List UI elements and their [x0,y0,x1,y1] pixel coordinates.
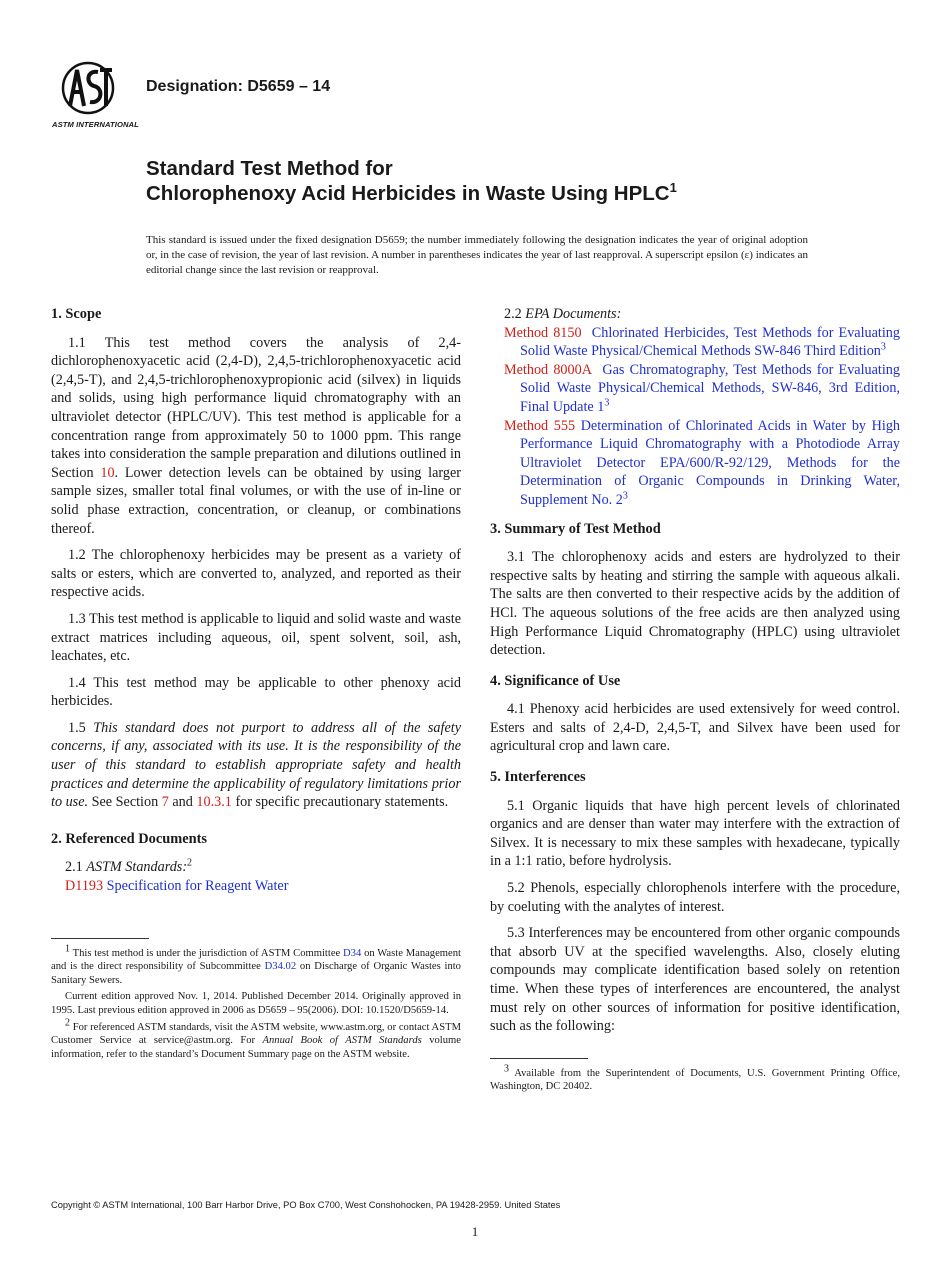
astm-standards-label [51,858,461,877]
ref-d1193 [51,877,461,896]
scope-1-3: 1.3 This test method is applicable to liquid and solid waste and waste extract matrices including aqueous, oil, spent solvent, soil, ash, leachates, etc. [51,610,461,665]
method-8150-code-link[interactable]: Method 8150 [504,324,582,341]
footnote-2 [51,1017,461,1062]
scope-1-4: 1.4 This test method may be applicable to other phenoxy acid herbicides. [51,674,461,710]
d34-link[interactable]: D34 [343,947,362,959]
summary-heading: 3. Summary of Test Method [490,520,661,537]
footnote-3-marker: 3 [504,1063,509,1075]
scope-1-5-text-c: for specific precautionary statements. [231,794,449,811]
epa-documents-label [490,305,900,324]
scope-1-2: 1.2 The chlorophenoxy herbicides may be present as a variety of salts or esters, which are converted to, analyzed, and reported as their respective acids. [51,547,461,601]
footnote-1-edition: Current edition approved Nov. 1, 2014. Published December 2014. Originally approved in 1995. Last previous edition approved in 2006 as D5659 – 95(2006). DOI: 10.1520/D5659-14. [51,991,461,1016]
designation-dash: – [298,78,308,95]
designation-year: 14 [312,78,331,95]
astm-logo [50,56,139,132]
section-10-3-1-link[interactable]: 10.3.1 [196,794,232,811]
method-8150-title-link[interactable]: Chlorinated Herbicides, Test Methods for Evaluating Solid Waste Physical/Chemical Methods SW-846 Third Edition [520,324,900,360]
interferences-5-3: 5.3 Interferences may be encountered from other organic compounds that absorb UV at the specified wavelengths. Also, closely eluting compounds may complicate identification based solely on retention time. When these types of interferences are encountered, the analyst must rely on other sources of information for positive identification, such as the following: [490,925,900,1035]
astm-footnote-marker: 2 [187,857,193,869]
method-8000a-footnote-marker: 3 [604,397,610,409]
astm-standards-number: 2.1 [65,859,87,876]
footnote-2-text-b: volume information, refer to the standard’s Document Summary page on the ASTM website. [51,1035,461,1060]
footnote-1-text-c: on Discharge of Organic Wastes into Sanitary Sewers. [51,961,461,986]
footnote-2-text-a: For referenced ASTM standards, visit the ASTM website, www.astm.org, or contact ASTM Customer Service at service@astm.org. For [51,1021,461,1047]
title-text: Chlorophenoxy Acid Herbicides in Waste Using HPLC [146,182,670,205]
footnote-rule-right [490,1058,588,1059]
ref-method-555 [504,417,900,510]
scope-1-1-text-b: . Lower detection levels can be obtained by using larger sample sizes, smaller total final volumes, or with the use of in-line or solid phase extraction, concentration, or cleanup, or combinations thereof. [51,464,461,537]
left-column [51,305,461,1064]
ref-method-8000a [504,361,900,417]
title-line-2 [146,181,677,206]
interferences-5-2: 5.2 Phenols, especially chlorophenols interfere with the procedure, by coeluting with the analytes of interest. [490,880,900,915]
footnote-rule-left [51,938,149,939]
footnote-3-text: Available from the Superintendent of Documents, U.S. Government Printing Office, Washington, DC 20402. [490,1067,900,1093]
right-column [490,305,900,1097]
footnote-1-text-b: on Waste Management and is the direct responsibility of Subcommittee [51,947,461,973]
designation [146,78,330,96]
epa-documents-number: 2.2 [504,306,526,322]
footnote-1-text-a: This test method is under the jurisdiction of ASTM Committee [70,947,344,959]
ref-method-8150 [504,324,900,361]
footnote-2-italic: Annual Book of ASTM Standards [262,1035,422,1047]
footnote-1-marker: 1 [65,943,70,955]
title-footnote-marker: 1 [669,180,677,196]
footnote-2-marker: 2 [65,1017,70,1029]
scope-1-5-text-a: See Section [88,794,162,811]
d1193-title-link[interactable]: Specification for Reagent Water [106,878,289,895]
significance-4-1: 4.1 Phenoxy acid herbicides are used extensively for weed control. Esters and salts of 2,4-D, 2,4,5-T, and Silvex have been used for agricultural crop and lawn care. [490,701,900,755]
method-555-title-link[interactable]: Determination of Chlorinated Acids in Water by High Performance Liquid Chromatography with a Photodiode Array Ultraviolet Detector EPA/600/R-92/129, Methods for the Determination of Organic Compounds in Drinking Water, Supplement No. 2 [520,417,901,508]
footnote-1 [51,943,461,988]
scope-1-5-caveat: This standard does not purport to address all of the safety concerns, if any, associated with its use. It is the responsibility of the user of this standard to establish appropriate safety and health practices and determine the applicability of regulatory limitations prior to use. [51,719,461,811]
designation-label: Designation: D5659 [146,78,295,95]
logo-wordmark: ASTM INTERNATIONAL [52,120,139,129]
method-555-code-link[interactable]: Method 555 [504,417,576,434]
method-8150-footnote-marker: 3 [880,341,886,353]
scope-1-5 [51,719,461,812]
interferences-heading: 5. Interferences [490,769,586,786]
scope-heading: 1. Scope [51,306,102,322]
epa-documents-text: EPA Documents: [525,306,622,322]
title-line-1: Standard Test Method for [146,157,393,180]
method-555-footnote-marker: 3 [622,490,628,502]
significance-heading: 4. Significance of Use [490,672,621,689]
document-title [146,156,677,206]
page-number: 1 [471,1224,479,1239]
preamble: This standard is issued under the fixed designation D5659; the number immediately following the designation indicates the year of original adoption or, in the case of revision, the year of last revision. A number in parentheses indicates the year of last reapproval. A superscript epsilon (ε) indicates an editorial change since the last revision or reapproval. [146,234,808,276]
d1193-code-link[interactable]: D1193 [65,878,104,895]
section-10-link[interactable]: 10 [100,464,115,481]
scope-1-1 [51,334,461,539]
interferences-5-1: 5.1 Organic liquids that have high percent levels of chlorinated organics and are denser than water may interfere with the extraction of Silvex. It is necessary to mix these samples with hexadecane, typically in a 1:1 ratio, before hydrolysis. [490,797,900,870]
method-8000a-code-link[interactable]: Method 8000A [504,361,592,378]
scope-1-5-text-b: and [168,794,197,811]
scope-1-5-number: 1.5 [68,719,94,736]
copyright-notice: Copyright © ASTM International, 100 Barr Harbor Drive, PO Box C700, West Conshohocken, PA 19428-2959. United States [51,1200,561,1210]
section-7-link[interactable]: 7 [161,794,169,811]
method-8000a-title-link[interactable]: Gas Chromatography, Test Methods for Evaluating Solid Waste Physical/Chemical Methods, SW-846, 3rd Edition, Final Update 1 [520,361,900,415]
scope-1-1-text-a: 1.1 This test method covers the analysis of 2,4-dichlorophenoxyacetic acid (2,4-D), 2,4,5-trichlorophenoxyacetic acid (2,4,5-T), and 2,4,5-trichlorophenoxypropionic acid (silvex) in liquids and solids, using high performance liquid chromatography with an ultraviolet detector (HPLC/UV). This test method is applicable for a concentration range from approximately 50 to 1000 ppm. This range takes into consideration the sample preparation and dilutions outlined in Section [51,334,461,481]
d34-02-link[interactable]: D34.02 [264,961,297,973]
summary-3-1: 3.1 The chlorophenoxy acids and esters are hydrolyzed to their respective salts by heating and stirring the sample with aqueous alkali. The salts are then converted to their respective acids by the addition of HCl. The aqueous solutions of the free acids are then analyzed using High Performance Liquid Chromatography (HPLC) using ultraviolet detection. [490,549,900,659]
refdocs-heading: 2. Referenced Documents [51,830,207,847]
astm-standards-text: ASTM Standards: [86,859,188,876]
footnote-3 [490,1063,900,1094]
